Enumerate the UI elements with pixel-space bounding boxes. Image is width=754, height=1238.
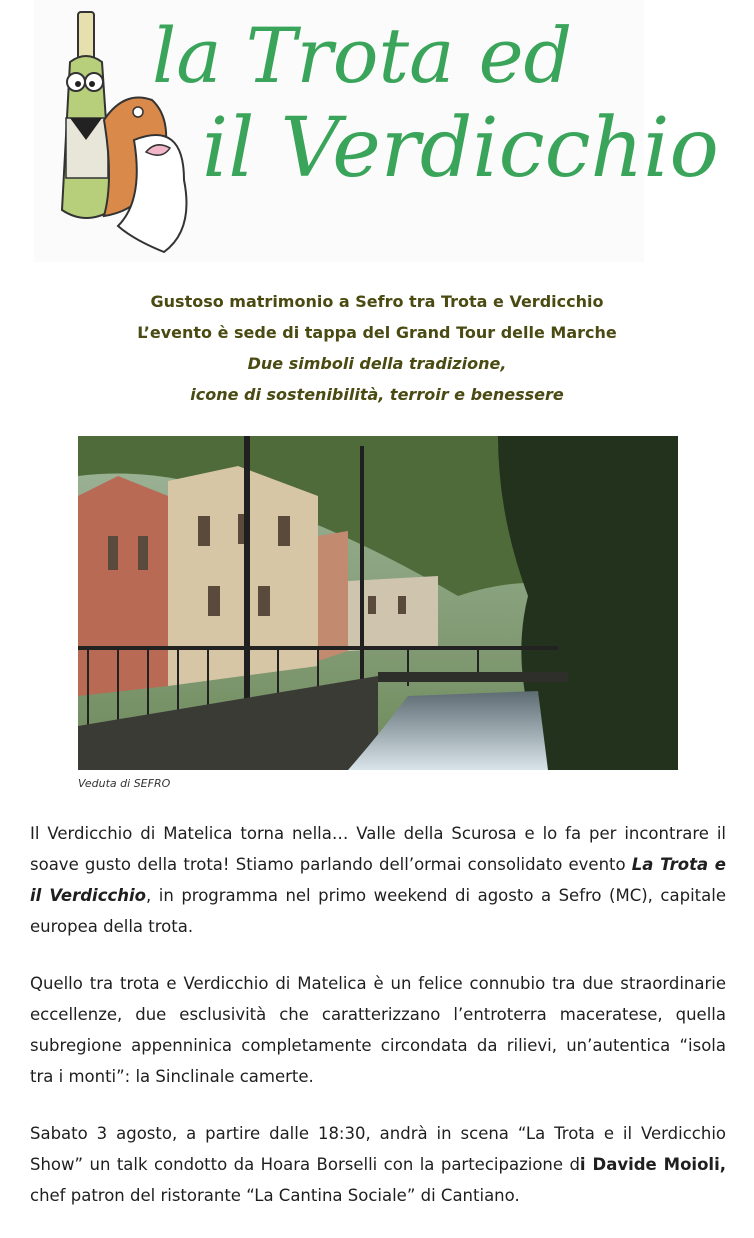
subtitle-line-3: Due simboli della tradizione, [247,354,507,373]
event-logo [34,0,719,262]
paragraph-3-text-b: chef patron del ristorante “La Cantina Sociale” di Cantiano. [30,1186,520,1205]
chef-name: i Davide Moioli, [579,1155,726,1174]
paragraph-1 [30,818,726,942]
paragraph-2: Quello tra trota e Verdicchio di Matelica è un felice connubio tra due straordinarie eccellenze, due esclusività che caratterizzano l’entroterra maceratese, quella subregione appenninica completamente circondata da rilievi, un’autentica “isola tra i monti”: la Sinclinale camerte. [30,974,726,1086]
logo-line-1: la Trota ed [152,11,573,100]
sefro-photo [78,436,678,770]
subtitle-line-4: icone di sostenibilità, terroir e benessere [190,385,564,404]
article-subtitle [0,286,754,410]
bottle-and-trout-illustration [34,0,719,262]
logo-line-2: il Verdicchio [202,101,719,196]
paragraph-1-text-a: Il Verdicchio di Matelica torna nella… Valle della Scurosa e lo fa per incontrare il soave gusto della trota! Stiamo parlando dell’ormai consolidato evento [30,824,726,874]
subtitle-line-1: Gustoso matrimonio a Sefro tra Trota e Verdicchio [150,292,604,311]
event-name: La Trota e il Verdicchio [30,855,726,905]
paragraph-3 [30,1118,726,1211]
paragraph-3-text-a: Sabato 3 agosto, a partire dalle 18:30, andrà in scena “La Trota e il Verdicchio Show” un talk condotto da Hoara Borselli con la partecipazione d [30,1124,726,1174]
paragraph-1-text-b: , in programma nel primo weekend di agosto a Sefro (MC), capitale europea della trota. [30,886,726,936]
subtitle-line-2: L’evento è sede di tappa del Grand Tour delle Marche [137,323,617,342]
article-body [30,818,726,1237]
photo-caption: Veduta di SEFRO [78,777,171,790]
